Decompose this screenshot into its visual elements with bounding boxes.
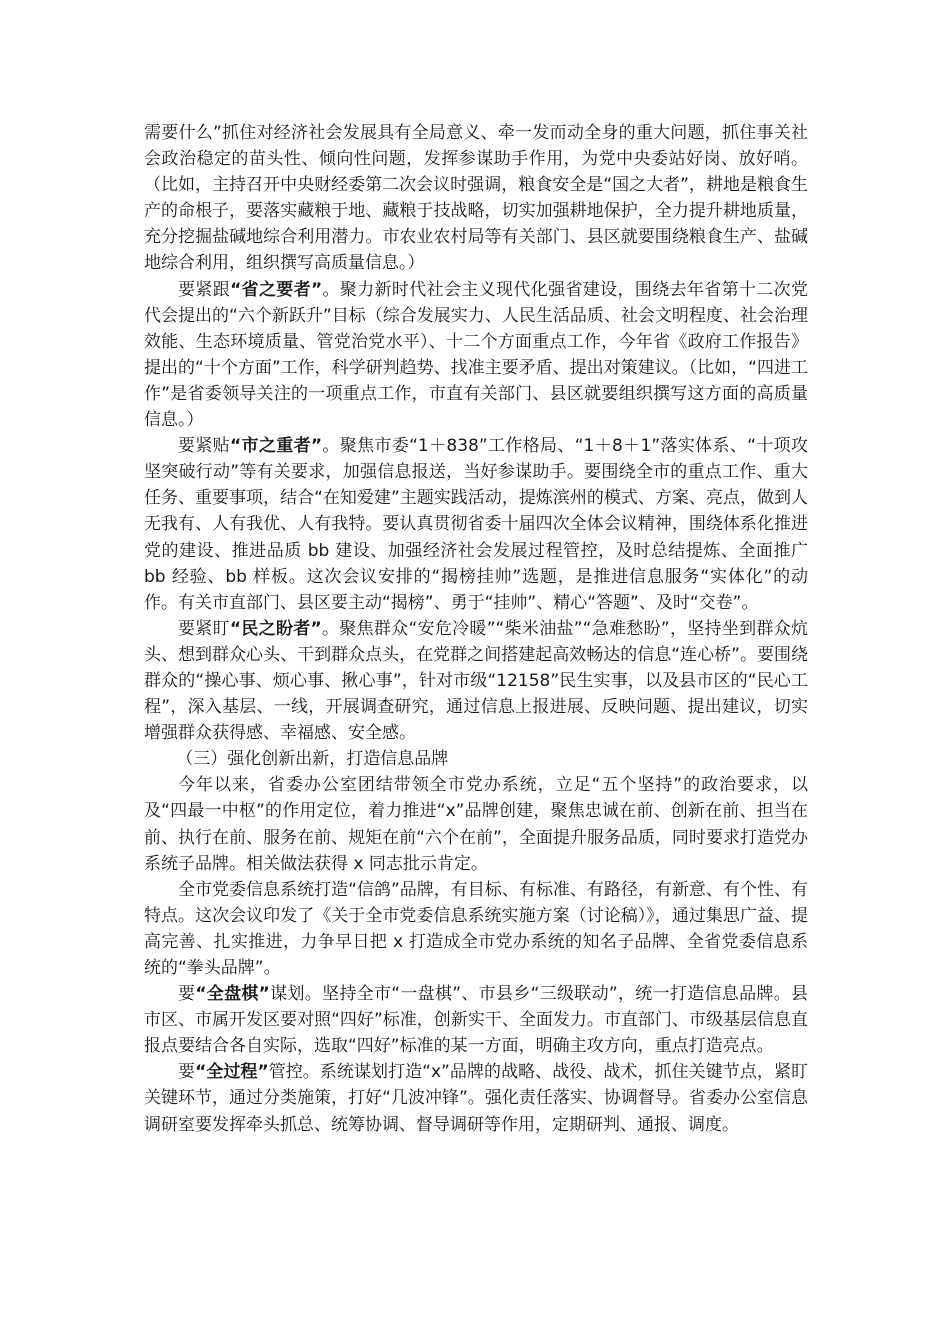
paragraph-lead: 要紧贴: [178, 436, 231, 457]
section-heading-text: （三）强化创新出新，打造信息品牌: [176, 749, 449, 770]
document-body: [144, 120, 808, 1138]
paragraph-text: 。聚力新时代社会主义现代化强省建设，围绕去年省第十二次党代会提出的“六个新跃升”目标（综合发展实力、人民生活品质、社会文明程度、社会治理效能、生态环境质量、管党治党水平）、十二个方面重点工作，今年省《政府工作报告》提出的“十个方面”工作，科学研判趋势、找准主要矛盾、提出对策建议。（比如，“四进工作”是省委领导关注的一项重点工作，市直有关部门、县区就要组织撰写这方面的高质量信息。）: [144, 279, 809, 431]
paragraph-text: 需要什么”抓住对经济社会发展具有全局意义、牵一发而动全身的重大问题，抓住事关社会政治稳定的苗头性、倾向性问题，发挥参谋助手作用，为党中央委站好岗、放好哨。（比如，主持召开中央财经委第二次会议时强调，粮食安全是“国之大者”，耕地是粮食生产的命根子，要落实藏粮于地、藏粮于技战略，切实加强耕地保护，全力提升耕地质量，充分挖掘盐碱地综合利用潜力。市农业农村局等有关部门、县区就要围绕粮食生产、盐碱地综合利用，组织撰写高质量信息。）: [144, 123, 808, 274]
paragraph-whole-process: [144, 1059, 808, 1137]
paragraph-city-priorities: [144, 433, 808, 616]
paragraph-text: 今年以来，省委办公室团结带领全市党办系统，立足“五个坚持”的政治要求，以及“四最一中枢”的作用定位，着力推进“x”品牌创建，聚焦忠诚在前、创新在前、担当在前、执行在前、服务在前、规矩在前“六个在前”，全面提升服务品质，同时要求打造党办系统子品牌。相关做法获得 x 同志批示肯定。: [144, 775, 808, 874]
section-heading: [144, 746, 808, 772]
paragraph-lead: 要紧跟: [178, 279, 231, 300]
paragraph-people-expectations: [144, 616, 808, 746]
paragraph-text: 管控。系统谋划打造“x”品牌的战略、战役、战术，抓住关键节点，紧盯关键环节，通过分类施策，打好“几波冲锋”。强化责任落实、协调督导。省委办公室信息调研室要发挥牵头抓总、统筹协调、督导调研等作用，定期研判、通报、调度。: [144, 1062, 808, 1135]
paragraph-text: 。聚焦群众“安危冷暖”“柴米油盐”“急难愁盼”，坚持坐到群众炕头、想到群众心头、干到群众点头，在党群之间搭建起高效畅达的信息“连心桥”。要围绕群众的“操心事、烦心事、揪心事”，针对市级“12158”民生实事，以及县市区的“民心工程”，深入基层、一线，开展调查研究，通过信息上报进展、反映问题、提出建议，切实增强群众获得感、幸福感、安全感。: [144, 618, 809, 744]
paragraph-keyword: “民之盼者”: [229, 618, 322, 639]
paragraph-brand-intro: [144, 772, 808, 876]
paragraph-text: 全市党委信息系统打造“信鸽”品牌，有目标、有标准、有路径，有新意、有个性、有特点。这次会议印发了《关于全市党委信息系统实施方案（讨论稿）》，通过集思广益、提高完善、扎实推进，力争早日把 x 打造成全市党办系统的知名子品牌、全省党委信息系统的“拳头品牌”。: [144, 879, 808, 978]
paragraph-keyword: “全过程”: [195, 1062, 269, 1083]
paragraph-lead: 要: [178, 1062, 196, 1083]
paragraph-lead: 要: [178, 984, 196, 1005]
paragraph-keyword: “市之重者”: [230, 436, 323, 457]
paragraph-continuation: [144, 120, 808, 277]
paragraph-keyword: “全盘棋”: [195, 984, 270, 1005]
paragraph-text: 。聚焦市委“1＋838”工作格局、“1＋8＋1”落实体系、“十项攻坚突破行动”等有关要求，加强信息报送，当好参谋助手。要围绕全市的重点工作、重大任务、重要事项，结合“在知爱建”主题实践活动，提炼滨州的模式、方案、亮点，做到人无我有、人有我优、人有我特。要认真贯彻省委十届四次全体会议精神，围绕体系化推进党的建设、推进品质 bb 建设、加强经济社会发展过程管控，及时总结提炼、全面推广 bb 经验、bb 样板。这次会议安排的“揭榜挂帅”选题，是推进信息服务“实体化”的动作。有关市直部门、县区要主动“揭榜”、勇于“挂帅”、精心“答题”、及时“交卷”。: [144, 436, 808, 613]
paragraph-whole-board: [144, 981, 808, 1059]
paragraph-keyword: “省之要者”: [230, 279, 323, 300]
paragraph-brand-plan: [144, 877, 808, 981]
paragraph-lead: 要紧盯: [178, 618, 230, 639]
paragraph-text: 谋划。坚持全市“一盘棋”、市县乡“三级联动”，统一打造信息品牌。县市区、市属开发区要对照“四好”标准，创新实干、全面发力。市直部门、市级基层信息直报点要结合各自实际，选取“四好”标准的某一方面，明确主攻方向，重点打造亮点。: [144, 984, 808, 1057]
paragraph-province-priorities: [144, 277, 808, 434]
